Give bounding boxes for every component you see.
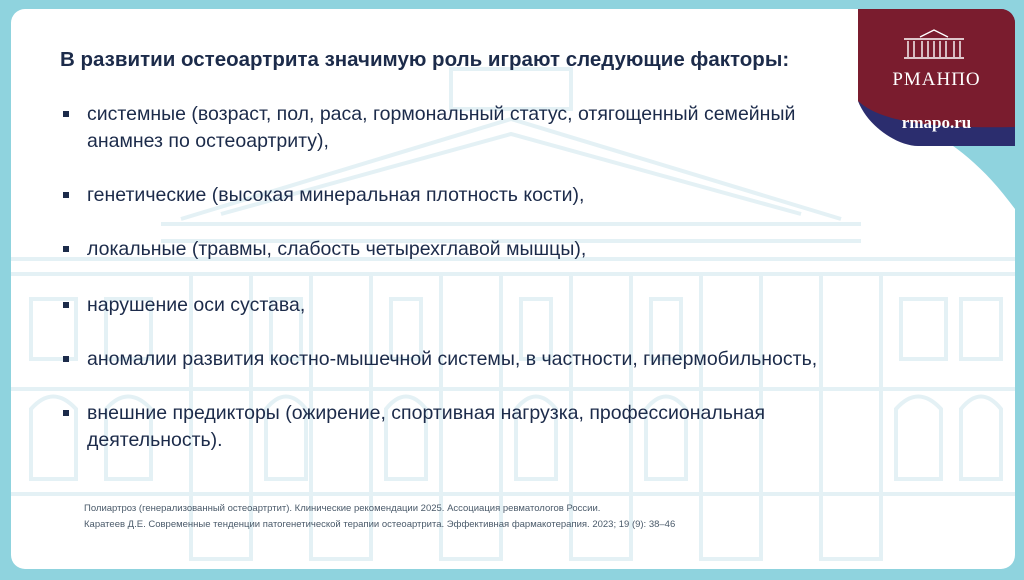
bullet-text: системные (возраст, пол, раса, гормональный статус, отягощенный семейный анамнез по остеоартриту), xyxy=(87,103,796,152)
reference-item: Каратеев Д.Е. Современные тенденции патогенетической терапии остеоартрита. Эффективная фармакотерапия. 2023; 19 (9): 38–46 xyxy=(84,519,676,530)
brand-url: rmapo.ru xyxy=(901,113,972,132)
building-columns-icon xyxy=(900,27,968,61)
list-item xyxy=(60,400,820,454)
list-item xyxy=(60,101,820,155)
slide-title: В развитии остеоартрита значимую роль играют следующие факторы: xyxy=(60,48,790,71)
list-item xyxy=(60,346,820,373)
bullet-text: генетические (высокая минеральная плотность кости), xyxy=(87,184,585,206)
bullet-text: локальные (травмы, слабость четырехглавой мышцы), xyxy=(87,238,587,260)
bullet-square-icon xyxy=(63,192,69,198)
list-item xyxy=(60,292,820,319)
bullet-text: аномалии развития костно-мышечной системы, в частности, гипермобильность, xyxy=(87,348,818,370)
bullet-square-icon xyxy=(63,356,69,362)
bullet-square-icon xyxy=(63,111,69,117)
bullet-square-icon xyxy=(63,302,69,308)
factor-list xyxy=(60,101,820,454)
brand-corner xyxy=(858,9,1015,146)
bullet-text: нарушение оси сустава, xyxy=(87,294,306,316)
list-item xyxy=(60,182,820,209)
bullet-square-icon xyxy=(63,410,69,416)
bullet-text: внешние предикторы (ожирение, спортивная нагрузка, профессиональная деятельность). xyxy=(87,402,766,451)
slide xyxy=(11,9,1015,569)
references xyxy=(84,501,784,533)
list-item xyxy=(60,236,820,263)
reference-item: Полиартроз (генерализованный остеоартртит). Клинические рекомендации 2025. Ассоциация ревматологов России. xyxy=(84,503,601,514)
bullet-square-icon xyxy=(63,246,69,252)
brand-name: РМАНПО xyxy=(892,69,981,90)
